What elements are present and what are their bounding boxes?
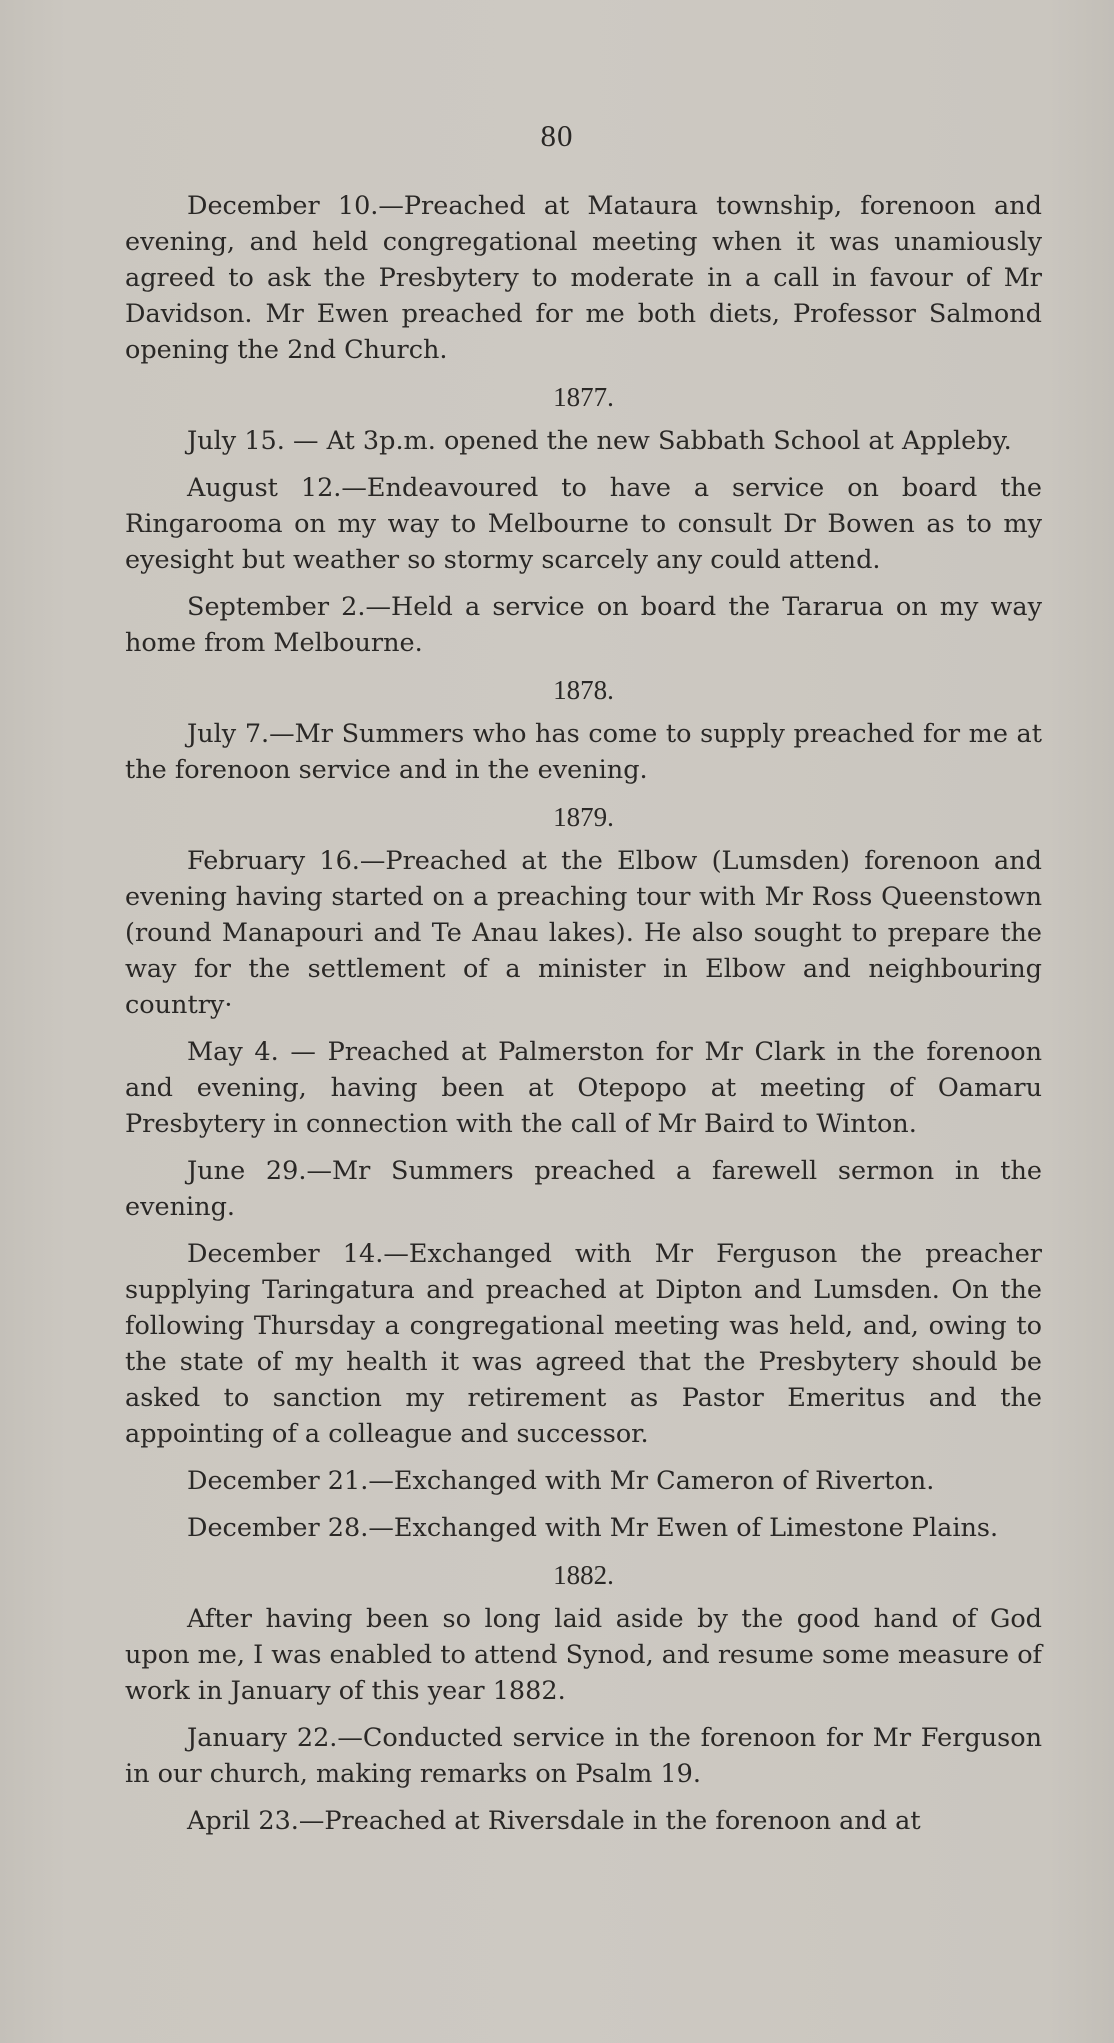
entry-december-14: December 14.—Exchanged with Mr Ferguson the preacher supplying Taringatura and preached at Dipton and Lumsden. On the following Thursday a congregational meeting was held, and, owing to the state of my health it was agreed that the Presbytery should be asked to sanction my retirement as Pastor Emeritus and the appointing of a colleague and successor.	[125, 1239, 1042, 1449]
entry-after-having: After having been so long laid aside by the good hand of God upon me, I was enabled to attend Synod, and resume some measure of work in January of this year 1882.	[125, 1604, 1042, 1706]
entry-february-16: February 16.—Preached at the Elbow (Lumsden) forenoon and evening having started on a preaching tour with Mr Ross Queenstown (round Manapouri and Te Anau lakes). He also sought to prepare the way for the settlement of a minister in Elbow and neighbouring country·	[125, 846, 1042, 1020]
diary-text	[125, 188, 1042, 1850]
year-heading-1879: 1879.	[553, 802, 614, 832]
year-heading-1877: 1877.	[553, 382, 614, 412]
page-number: 80	[540, 118, 574, 153]
entry-december-10: December 10.—Preached at Mataura township, forenoon and evening, and held congregational meeting when it was unamiously agreed to ask the Presbytery to moderate in a call in favour of Mr Davidson. Mr Ewen preached for me both diets, Professor Salmond opening the 2nd Church.	[125, 191, 1042, 365]
year-heading-1882: 1882.	[553, 1560, 614, 1590]
entry-july-7: July 7.—Mr Summers who has come to supply preached for me at the forenoon service and in the evening.	[125, 719, 1042, 785]
entry-september-2: September 2.—Held a service on board the Tararua on my way home from Melbourne.	[125, 592, 1042, 658]
year-heading-1878: 1878.	[553, 675, 614, 705]
entry-june-29: June 29.—Mr Summers preached a farewell sermon in the evening.	[125, 1156, 1042, 1222]
entry-april-23: April 23.—Preached at Riversdale in the forenoon and at	[187, 1806, 921, 1836]
entry-july-15: July 15. — At 3p.m. opened the new Sabbath School at Appleby.	[187, 426, 1012, 456]
entry-may-4: May 4. — Preached at Palmerston for Mr Clark in the forenoon and evening, having been at Otepopo at meeting of Oamaru Presbytery in connection with the call of Mr Baird to Winton.	[125, 1037, 1042, 1139]
entry-august-12: August 12.—Endeavoured to have a service on board the Ringarooma on my way to Melbourne to consult Dr Bowen as to my eyesight but weather so stormy scarcely any could attend.	[125, 473, 1042, 575]
entry-december-21: December 21.—Exchanged with Mr Cameron of Riverton.	[187, 1466, 935, 1496]
entry-december-28: December 28.—Exchanged with Mr Ewen of Limestone Plains.	[187, 1513, 999, 1543]
entry-january-22: January 22.—Conducted service in the forenoon for Mr Ferguson in our church, making remarks on Psalm 19.	[125, 1723, 1042, 1789]
